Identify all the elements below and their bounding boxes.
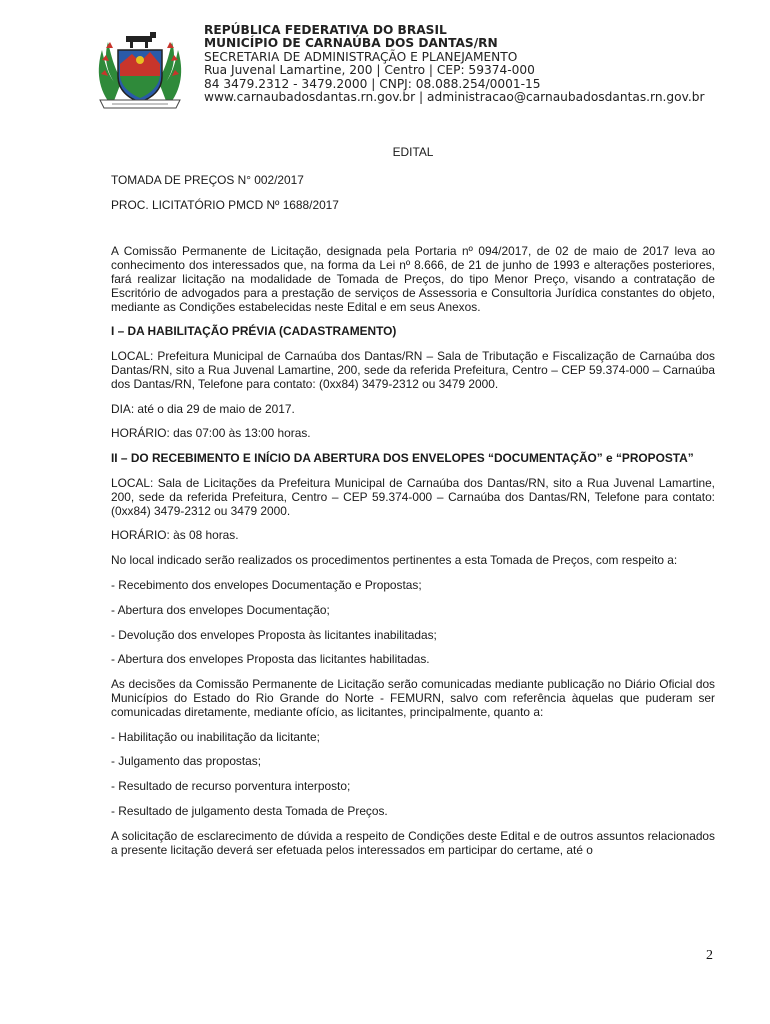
document-body: [111, 146, 715, 868]
section-1-hours: HORÁRIO: das 07:00 às 13:00 horas.: [111, 426, 311, 441]
section-1-heading: I – DA HABILITAÇÃO PRÉVIA (CADASTRAMENTO): [111, 324, 397, 339]
list-item: - Habilitação ou inabilitação da licitante;: [111, 729, 320, 744]
letterhead-phone-cnpj: 84 3479.2312 - 3479.2000 | CNPJ: 08.088.254/0001-15: [204, 76, 541, 91]
list-item: - Recebimento dos envelopes Documentação e Propostas;: [111, 577, 422, 592]
decisions-intro: As decisões da Comissão Permanente de Licitação serão comunicadas mediante publicação no Diário Oficial dos Municípios do Estado do Rio Grande do Norte - FEMURN, salvo com referência àquelas que puderam ser comunicadas diretamente, mediante ofício, as licitantes, principalmente, quanto a:: [111, 677, 715, 719]
list-item: - Devolução dos envelopes Proposta às licitantes inabilitadas;: [111, 627, 437, 642]
municipal-coat-of-arms-icon: [92, 20, 188, 112]
list-item: - Abertura dos envelopes Documentação;: [111, 602, 330, 617]
list-item: - Abertura dos envelopes Proposta das licitantes habilitadas.: [111, 652, 430, 667]
list-item: - Resultado de recurso porventura interposto;: [111, 779, 351, 794]
section-2-hours: HORÁRIO: às 08 horas.: [111, 528, 239, 543]
list-item: - Julgamento das propostas;: [111, 754, 262, 769]
section-1-date: DIA: até o dia 29 de maio de 2017.: [111, 401, 295, 416]
letterhead-address: Rua Juvenal Lamartine, 200 | Centro | CEP: 59374-000: [204, 63, 535, 78]
letterhead-municipality: MUNICÍPIO DE CARNAÚBA DOS DANTAS/RN: [204, 36, 498, 51]
list-item: - Resultado de julgamento desta Tomada de Preços.: [111, 803, 388, 818]
procedures-intro: No local indicado serão realizados os procedimentos pertinentes a esta Tomada de Preços, com respeito a:: [111, 553, 678, 568]
page-number: 2: [706, 948, 713, 963]
section-1-local: LOCAL: Prefeitura Municipal de Carnaúba dos Dantas/RN – Sala de Tributação e Fiscalização de Carnaúba dos Dantas/RN, sito a Rua Juvenal Lamartine, 200, sede da referida Prefeitura, Centro – CEP 59.374-000 – Carnaúba dos Dantas/RN, Telefone para contato: (0xx84) 3479-2312 ou 3479 2000.: [111, 349, 715, 391]
letterhead-web-email: www.carnaubadosdantas.rn.gov.br | administracao@carnaubadosdantas.rn.gov.br: [204, 90, 705, 105]
letterhead: [92, 20, 722, 112]
document-title: EDITAL: [392, 145, 434, 159]
section-2-local: LOCAL: Sala de Licitações da Prefeitura Municipal de Carnaúba dos Dantas/RN, sito a Rua Juvenal Lamartine, 200, sede da referida Prefeitura, Centro – CEP 59.374-000 – Carnaúba dos Dantas/RN, Telefone para contato: (0xx84) 3479-2312 ou 3479 2000.: [111, 475, 715, 518]
process-number: PROC. LICITATÓRIO PMCD Nº 1688/2017: [111, 197, 339, 212]
letterhead-text: [204, 24, 705, 104]
section-2-heading: II – DO RECEBIMENTO E INÍCIO DA ABERTURA DOS ENVELOPES “DOCUMENTAÇÃO” e “PROPOSTA”: [111, 451, 694, 466]
tomada-de-precos-number: TOMADA DE PREÇOS N° 002/2017: [111, 172, 304, 187]
letterhead-country: REPÚBLICA FEDERATIVA DO BRASIL: [204, 23, 447, 37]
intro-paragraph: A Comissão Permanente de Licitação, designada pela Portaria nº 094/2017, de 02 de maio de 2017 leva ao conhecimento dos interessados que, na forma da Lei nº 8.666, de 21 de junho de 1993 e alterações posteriores, fará realizar licitação na modalidade de Tomada de Preços, do tipo Menor Preço, visando a contratação de Escritório de advogados para a prestação de serviços de Assessoria e Consultoria Jurídica constantes do objeto, mediante as Condições estabelecidas neste Edital e em seus Anexos.: [111, 244, 715, 314]
final-paragraph: A solicitação de esclarecimento de dúvida a respeito de Condições deste Edital e de outros assuntos relacionados a presente licitação deverá ser efetuada pelos interessados em participar do certame, até o: [111, 828, 715, 857]
letterhead-secretariat: SECRETARIA DE ADMINISTRAÇÃO E PLANEJAMENTO: [204, 49, 518, 64]
